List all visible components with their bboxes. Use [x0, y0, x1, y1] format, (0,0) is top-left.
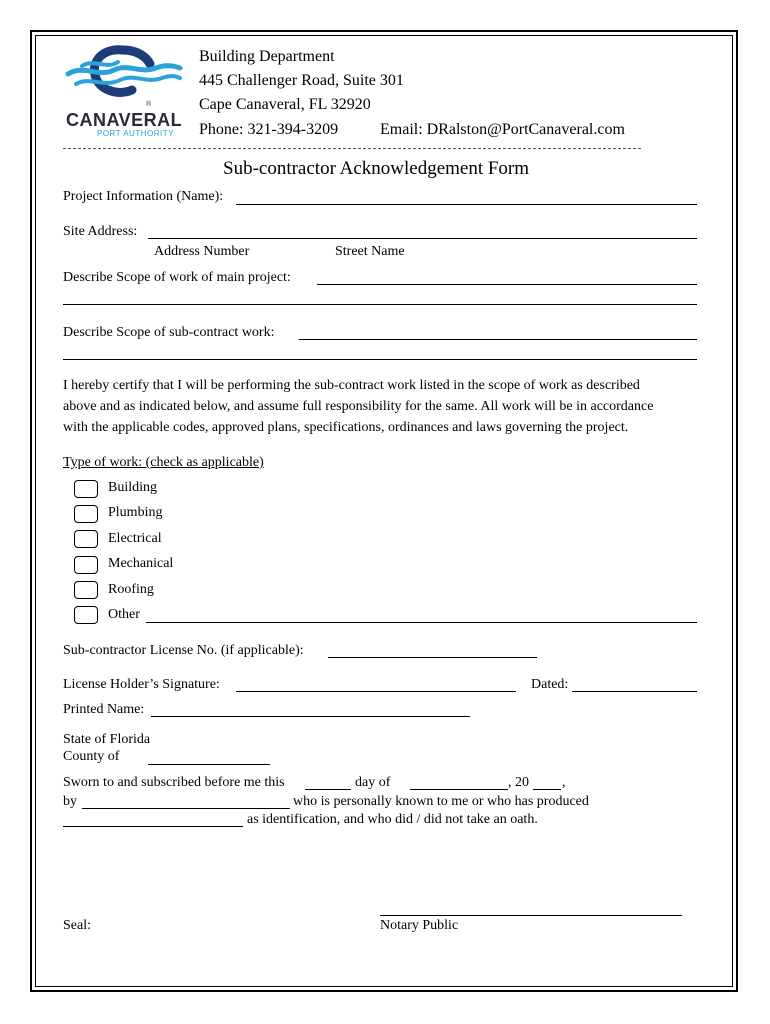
project-label: Project Information (Name):: [63, 189, 224, 204]
seal-label: Seal:: [63, 918, 91, 933]
printed-name-label: Printed Name:: [63, 702, 145, 717]
type-roofing-label: Roofing: [108, 582, 154, 597]
scope-main-label: Describe Scope of work of main project:: [63, 270, 291, 285]
logo-reg-mark: ®: [146, 101, 152, 108]
sworn-month-field[interactable]: [410, 789, 508, 790]
scope-sub-field[interactable]: [299, 339, 697, 340]
certify-line-3: with the applicable codes, approved plans, specifications, ordinances and laws governing the project.: [63, 420, 629, 435]
checkbox-roofing[interactable]: [74, 581, 98, 599]
checkbox-building[interactable]: [74, 480, 98, 498]
county-label: County of: [63, 749, 120, 764]
identification-text: as identification, and who did / did not take an oath.: [247, 812, 538, 827]
site-address-field[interactable]: [148, 238, 697, 239]
type-mechanical-label: Mechanical: [108, 556, 174, 571]
checkbox-other[interactable]: [74, 606, 98, 624]
logo-subtitle: PORT AUTHORITY: [97, 129, 174, 138]
header-email: Email: DRalston@PortCanaveral.com: [380, 121, 625, 138]
identification-field[interactable]: [63, 826, 243, 827]
certify-line-1: I hereby certify that I will be performing the sub-contract work listed in the scope of work as described: [63, 378, 640, 393]
sworn-year-prefix: , 20: [508, 775, 529, 790]
notary-public-label: Notary Public: [380, 918, 459, 933]
sworn-known-text: who is personally known to me or who has produced: [293, 794, 589, 809]
street-name-caption: Street Name: [335, 244, 405, 259]
site-address-label: Site Address:: [63, 224, 138, 239]
scope-main-field-2[interactable]: [63, 304, 697, 305]
form-title: Sub-contractor Acknowledgement Form: [223, 158, 530, 179]
header-department: Building Department: [199, 48, 335, 65]
county-field[interactable]: [148, 764, 270, 765]
checkbox-electrical[interactable]: [74, 530, 98, 548]
logo-name: CANAVERAL: [66, 110, 183, 130]
dated-field[interactable]: [572, 691, 697, 692]
certify-line-2: above and as indicated below, and assume full responsibility for the same. All work will be in accordance: [63, 399, 654, 414]
type-building-label: Building: [108, 480, 158, 495]
license-label: Sub-contractor License No. (if applicable):: [63, 643, 304, 658]
license-field[interactable]: [328, 657, 537, 658]
checkbox-mechanical[interactable]: [74, 556, 98, 574]
sworn-by-field[interactable]: [82, 808, 290, 809]
type-plumbing-label: Plumbing: [108, 505, 163, 520]
state-label: State of Florida: [63, 732, 151, 747]
header-address1: 445 Challenger Road, Suite 301: [199, 72, 404, 89]
header-phone: Phone: 321-394-3209: [199, 121, 339, 138]
header-divider: [63, 148, 641, 149]
scope-sub-label: Describe Scope of sub-contract work:: [63, 325, 275, 340]
header-address2: Cape Canaveral, FL 32920: [199, 96, 371, 113]
sworn-comma: ,: [562, 775, 566, 790]
type-electrical-label: Electrical: [108, 531, 162, 546]
other-field[interactable]: [146, 622, 697, 623]
sworn-day-field[interactable]: [305, 789, 351, 790]
sworn-day-of: day of: [355, 775, 391, 790]
signature-label: License Holder’s Signature:: [63, 677, 220, 692]
notary-signature-field[interactable]: [380, 915, 682, 916]
dated-label: Dated:: [531, 677, 569, 692]
address-number-caption: Address Number: [154, 244, 250, 259]
sworn-year-field[interactable]: [533, 789, 561, 790]
canaveral-logo-icon: [62, 44, 184, 114]
sworn-by-label: by: [63, 794, 77, 809]
type-of-work-heading: Type of work: (check as applicable): [63, 455, 264, 470]
printed-name-field[interactable]: [151, 716, 470, 717]
checkbox-plumbing[interactable]: [74, 505, 98, 523]
type-other-label: Other: [108, 607, 140, 622]
project-name-field[interactable]: [236, 204, 697, 205]
sworn-text: Sworn to and subscribed before me this: [63, 775, 285, 790]
scope-main-field[interactable]: [317, 284, 697, 285]
signature-field[interactable]: [236, 691, 516, 692]
scope-sub-field-2[interactable]: [63, 359, 697, 360]
